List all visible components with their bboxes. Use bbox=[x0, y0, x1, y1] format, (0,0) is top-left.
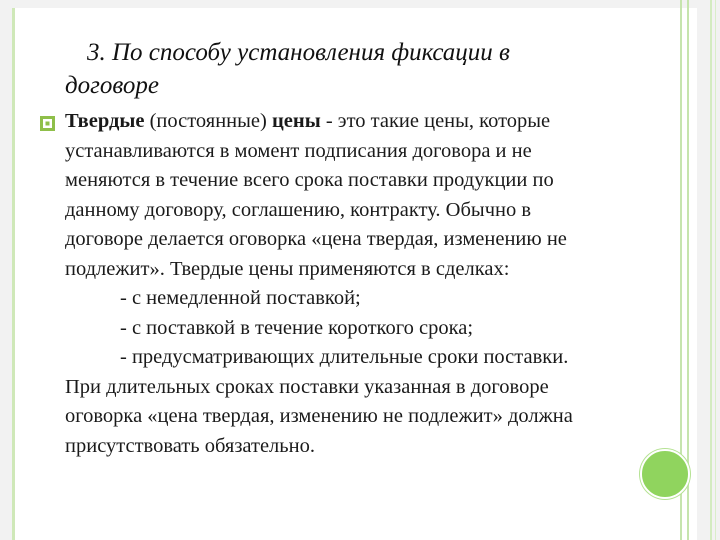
slide-title bbox=[65, 36, 625, 102]
title-line: 3. По способу установления фиксации в bbox=[87, 39, 510, 66]
bullet-paragraph bbox=[65, 107, 675, 461]
decorative-line bbox=[687, 0, 689, 540]
paragraph-text: - это такие цены, которые bbox=[320, 110, 551, 132]
paragraph-line: подлежит». Твердые цены применяются в сделках: bbox=[65, 257, 510, 280]
checkbox-bullet-icon bbox=[40, 116, 55, 131]
paragraph-text: (постоянные) bbox=[144, 110, 272, 132]
list-item: - с поставкой в течение короткого срока; bbox=[120, 316, 474, 339]
list-item: - предусматривающих длительные сроки поставки. bbox=[120, 346, 569, 368]
green-circle-icon bbox=[640, 449, 690, 499]
decorative-line bbox=[715, 0, 716, 540]
term-bold: Твердые bbox=[65, 110, 145, 132]
decorative-line bbox=[710, 0, 712, 540]
paragraph-line: устанавливаются в момент подписания договора и не bbox=[65, 139, 532, 162]
paragraph-line bbox=[65, 107, 675, 137]
paragraph-line: данному договору, соглашению, контракту. Обычно в bbox=[65, 198, 532, 221]
list-item: - с немедленной поставкой; bbox=[120, 287, 361, 309]
title-line: договоре bbox=[65, 72, 160, 99]
paragraph-line: договоре делается оговорка «цена твердая, изменению не bbox=[65, 228, 567, 250]
paragraph-line: При длительных сроках поставки указанная в договоре bbox=[65, 375, 549, 398]
paragraph-line: меняются в течение всего срока поставки продукции по bbox=[65, 169, 554, 191]
term-bold: цены bbox=[271, 110, 321, 132]
paragraph-line: присутствовать обязательно. bbox=[65, 434, 315, 457]
paragraph-line: оговорка «цена твердая, изменению не подлежит» должна bbox=[65, 405, 573, 427]
